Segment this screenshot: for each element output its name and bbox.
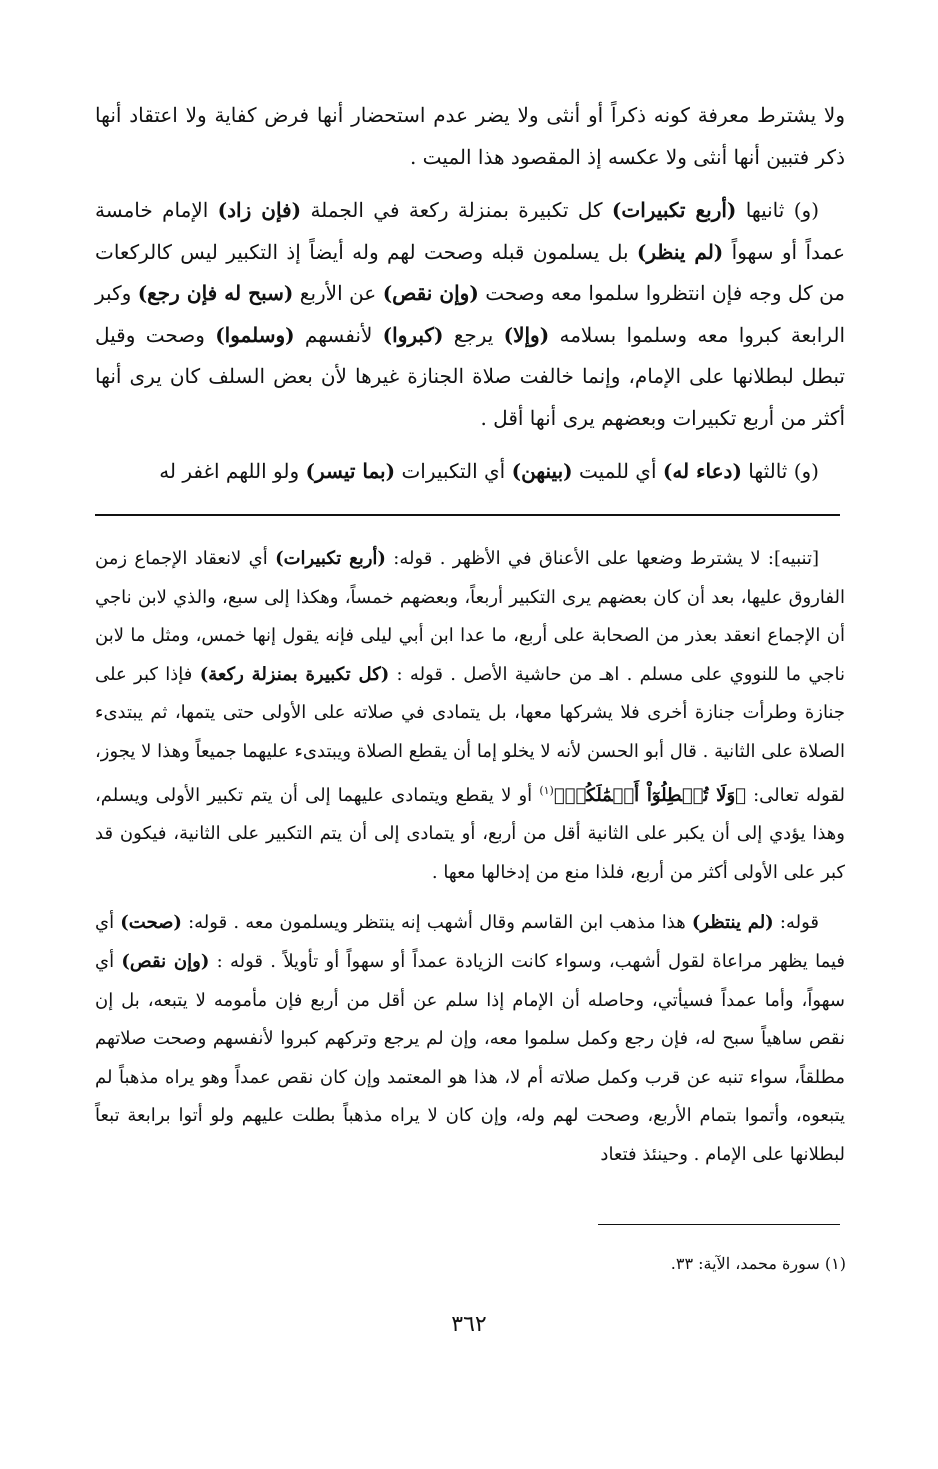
text-run: يرجع xyxy=(443,322,504,347)
footnote-ref: (١) xyxy=(539,783,554,797)
text-run: بل يسلمون قبله وصحت لهم وله أيضاً إذ التكبير ليس كالركعات من كل وجه فإن انتظروا سلموا معه وصحت xyxy=(95,239,846,305)
text-run: أي فيما يظهر مراعاة لقول أشهب، وسواء كانت الزيادة عمداً أو سهواً أو تأويلاً . قوله : xyxy=(95,912,846,972)
bold-term: (لم ينظر) xyxy=(636,239,724,264)
main-paragraph-2 xyxy=(95,190,845,439)
text-run: ولو اللهم اغفر له xyxy=(159,459,306,483)
text-run: (و) ثانيها xyxy=(736,198,819,222)
commentary-paragraph-1 xyxy=(95,540,845,892)
text-run: وصحت وقيل تبطل لبطلانها على الإمام، وإنما خالفت صلاة الجنازة غيرها لأن بعض السلف كان يرى أنها أكثر من أربع تكبيرات وبعضهم يرى أنها أقل . xyxy=(95,322,845,430)
main-paragraph-3 xyxy=(95,451,845,493)
footnote-divider xyxy=(598,1224,840,1225)
commentary-paragraph-2 xyxy=(95,904,845,1174)
bold-term: (أربع تكبيرات) xyxy=(611,198,737,222)
bold-term: (وإن نقص) xyxy=(382,281,479,305)
bold-term: (كبروا) xyxy=(382,322,444,347)
footnote: (١) سورة محمد، الآية: ٣٣. xyxy=(670,1254,846,1273)
main-text xyxy=(95,95,845,505)
text-run: أي التكبيرات xyxy=(395,459,512,483)
text-run: الإمام خامسة عمداً أو سهواً xyxy=(95,198,846,264)
bold-term: (وإلا) xyxy=(503,322,550,347)
bold-term: (بينهن) xyxy=(511,459,573,483)
text-run: أي سهواً، وأما عمداً فسيأتي، وحاصله أن الإمام إذا سلم عن أقل من أربع فإن مأمومه لا يتبعه، بل إن نقص ساهياً سبح له، فإن رجع وكمل سلموا معه، وإن لم يرجع وتركهم كبروا لأنفسهم وصحت صلاتهم مطلقاً، سواء تنبه عن قرب وكمل صلاته أم لا، هذا هو المعتمد وإن كان نقص عمداً وهو يراه مذهباً لم يتبعوه، وأتموا بتمام الأربع، وصحت لهم وله، وإن كان لا يراه مذهباً بطلت عليهم ولو أتوا برابعة تبعاً لبطلانها على الإمام . وحينئذ فتعاد xyxy=(95,950,845,1165)
bold-term: (وسلموا) xyxy=(215,322,295,347)
text-run: أي لانعقاد الإجماع زمن الفاروق عليها، بعد أن كان بعضهم يرى التكبير أربعاً، وبعضهم خمساً، وهكذا إلى سبع، والذي لابن ناجي أن الإجماع انعقد بعذر من الصحابة على أربع، ما عدا ابن أبي ليلى فإنه يقول إنها خمس، ومثل ما لابن ناجي ما للنووي على مسلم . اهـ من حاشية الأصل . قوله : xyxy=(95,548,845,685)
text-run: فإذا كبر على جنازة وطرأت جنازة أخرى فلا يشركها معها، بل يتمادى في صلاته على الأولى حتى يتمها، ثم يبتدىء الصلاة على الثانية . قال أبو الحسن لأنه لا يخلو إما أن يقطع الصلاة ويبتدىء عليهما جميعاً وهذا لا يجوز، لقوله تعالى: xyxy=(95,663,846,806)
section-divider xyxy=(95,514,840,516)
text-run: عن الأربع xyxy=(293,281,383,305)
bold-term: (لم ينتظر) xyxy=(691,912,774,934)
text-run: [تنبيه]: لا يشترط وضعها على الأعناق في الأظهر . قوله: xyxy=(385,548,819,569)
text-run: كل تكبيرة بمنزلة ركعة في الجملة xyxy=(301,198,612,222)
text-run: أي للميت xyxy=(572,459,663,483)
text-run: أو لا يقطع ويتمادى عليهما إلى أن يتم تكبير الأولى ويسلم، وهذا يؤدي إلى أن يكبر على الثانية أقل من أربع، أو يتمادى إلى أن يتم التكبير على الثانية، فيكون قد كبر على الأولى أكثر من أربع، فلذا منع من إدخالها معها . xyxy=(95,784,845,883)
bold-term: (بما تيسر) xyxy=(305,459,396,483)
text-run: وكبر الرابعة كبروا معه وسلموا بسلامه xyxy=(95,281,845,347)
bold-term: (أربع تكبيرات) xyxy=(275,548,386,569)
text-run: لأنفسهم xyxy=(294,322,383,347)
page-number: ٣٦٢ xyxy=(451,1312,487,1337)
bold-term: (صحت) xyxy=(120,912,182,934)
bold-term: (سبح له فإن رجع) xyxy=(137,281,294,305)
bold-term: (كل تكبيرة بمنزلة ركعة) xyxy=(199,663,390,685)
bold-term: (فإن زاد) xyxy=(217,198,302,222)
bold-term: (وإن نقص) xyxy=(121,950,210,972)
text-run: (و) ثالثها xyxy=(741,459,819,483)
quran-quote: ﴿وَلَا تُبۡطِلُوٓاْ أَعۡمَٰلَكُمۡ﴾ xyxy=(553,784,746,806)
text-run: قوله: xyxy=(773,912,819,934)
commentary-text xyxy=(95,540,845,1187)
main-paragraph-1: ولا يشترط معرفة كونه ذكراً أو أنثى ولا يضر عدم استحضار أنها فرض كفاية ولا اعتقاد أنها ذكر فتبين أنها أنثى ولا عكسه إذ المقصود هذا الميت . xyxy=(95,103,845,169)
bold-term: (دعاء له) xyxy=(662,459,742,483)
text-run: هذا مذهب ابن القاسم وقال أشهب إنه ينتظر ويسلمون معه . قوله: xyxy=(181,912,692,934)
